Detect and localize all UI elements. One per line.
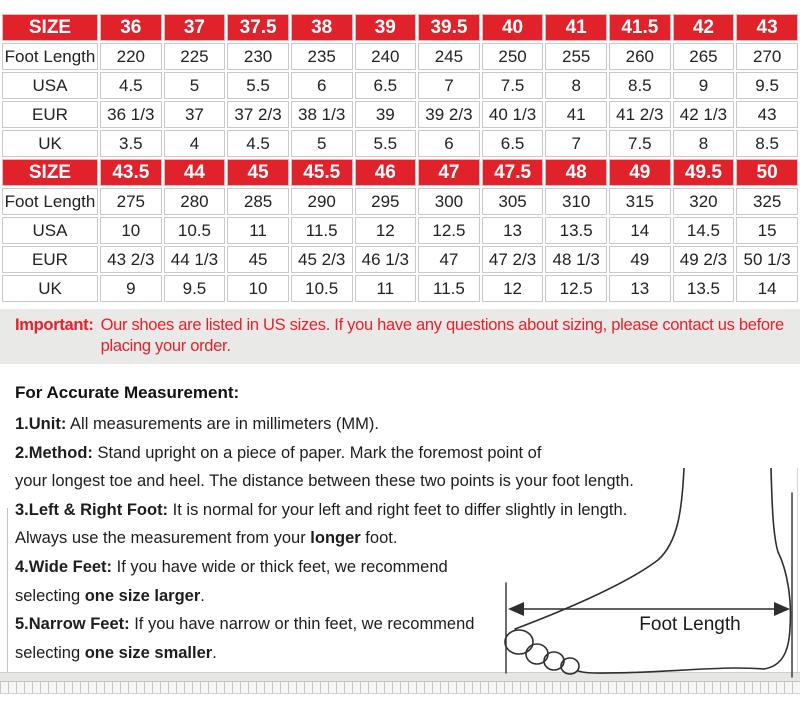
size-value-cell: 5.5: [355, 130, 417, 157]
foot-length-label: Foot Length: [639, 614, 741, 635]
size-value-cell: 5: [291, 130, 353, 157]
size-value-cell: 12: [482, 275, 544, 302]
size-header-label: SIZE: [2, 14, 98, 41]
size-value-cell: 9.5: [736, 72, 798, 99]
size-header-label: SIZE: [2, 159, 98, 186]
size-value-cell: 43 2/3: [100, 246, 162, 273]
size-header-cell: 43: [736, 14, 798, 41]
size-header-cell: 49: [609, 159, 671, 186]
size-value-cell: 47 2/3: [482, 246, 544, 273]
size-value-cell: 14: [736, 275, 798, 302]
size-header-cell: 41.5: [609, 14, 671, 41]
size-header-cell: 44: [164, 159, 226, 186]
size-value-cell: 10: [100, 217, 162, 244]
size-value-cell: 230: [227, 43, 289, 70]
size-value-cell: 6: [418, 130, 480, 157]
size-value-cell: 12: [355, 217, 417, 244]
size-value-cell: 50 1/3: [736, 246, 798, 273]
size-value-cell: 49 2/3: [673, 246, 735, 273]
size-value-cell: 270: [736, 43, 798, 70]
size-value-cell: 9: [673, 72, 735, 99]
size-header-cell: 45: [227, 159, 289, 186]
size-value-cell: 12.5: [418, 217, 480, 244]
row-label: USA: [2, 217, 98, 244]
size-value-cell: 5.5: [227, 72, 289, 99]
size-value-cell: 9: [100, 275, 162, 302]
size-value-cell: 42 1/3: [673, 101, 735, 128]
measurement-line: 1.Unit: All measurements are in millimeters (MM).: [15, 415, 379, 433]
size-value-cell: 315: [609, 188, 671, 215]
size-value-cell: 41: [545, 101, 607, 128]
size-header-cell: 42: [673, 14, 735, 41]
row-label: USA: [2, 72, 98, 99]
size-data-row: [2, 275, 798, 302]
size-value-cell: 250: [482, 43, 544, 70]
size-value-cell: 5: [164, 72, 226, 99]
measurement-line: selecting one size smaller.: [15, 643, 217, 662]
foot-toe-4: [561, 658, 579, 674]
size-value-cell: 245: [418, 43, 480, 70]
size-value-cell: 46 1/3: [355, 246, 417, 273]
size-header-cell: 37: [164, 14, 226, 41]
size-header-cell: 36: [100, 14, 162, 41]
size-value-cell: 13: [482, 217, 544, 244]
size-value-cell: 225: [164, 43, 226, 70]
size-header-cell: 50: [736, 159, 798, 186]
size-data-row: [2, 130, 798, 157]
size-value-cell: 14: [609, 217, 671, 244]
measurement-line: 3.Left & Right Foot: It is normal for your left and right feet to differ slightly in length.: [15, 500, 628, 519]
size-value-cell: 3.5: [100, 130, 162, 157]
size-value-cell: 6.5: [355, 72, 417, 99]
size-value-cell: 11.5: [418, 275, 480, 302]
size-value-cell: 11: [227, 217, 289, 244]
measurement-line: your longest toe and heel. The distance between these two points is your foot length.: [15, 472, 634, 491]
size-value-cell: 8.5: [736, 130, 798, 157]
size-value-cell: 4.5: [100, 72, 162, 99]
size-header-cell: 47: [418, 159, 480, 186]
size-value-cell: 13.5: [673, 275, 735, 302]
size-value-cell: 4: [164, 130, 226, 157]
size-header-row: [2, 159, 798, 186]
size-value-cell: 9.5: [164, 275, 226, 302]
size-data-row: [2, 217, 798, 244]
size-value-cell: 290: [291, 188, 353, 215]
size-data-row: [2, 246, 798, 273]
important-line2: placing your order.: [100, 337, 231, 355]
row-label: UK: [2, 130, 98, 157]
size-header-row: [2, 14, 798, 41]
size-value-cell: 44 1/3: [164, 246, 226, 273]
size-value-cell: 235: [291, 43, 353, 70]
size-value-cell: 37 2/3: [227, 101, 289, 128]
size-header-cell: 43.5: [100, 159, 162, 186]
size-value-cell: 40 1/3: [482, 101, 544, 128]
size-header-cell: 48: [545, 159, 607, 186]
foot-diagram: [468, 468, 800, 682]
size-value-cell: 37: [164, 101, 226, 128]
size-value-cell: 45: [227, 246, 289, 273]
size-value-cell: 8: [673, 130, 735, 157]
size-value-cell: 13.5: [545, 217, 607, 244]
size-data-row: [2, 43, 798, 70]
important-text: [101, 315, 784, 357]
measurement-line: 4.Wide Feet: If you have wide or thick feet, we recommend: [15, 557, 448, 576]
size-value-cell: 38 1/3: [291, 101, 353, 128]
size-value-cell: 8.5: [609, 72, 671, 99]
size-value-cell: 47: [418, 246, 480, 273]
size-header-cell: 37.5: [227, 14, 289, 41]
size-value-cell: 41 2/3: [609, 101, 671, 128]
row-label: EUR: [2, 246, 98, 273]
size-value-cell: 39 2/3: [418, 101, 480, 128]
row-label: Foot Length: [2, 188, 98, 215]
size-value-cell: 7.5: [609, 130, 671, 157]
row-label: Foot Length: [2, 43, 98, 70]
size-header-cell: 45.5: [291, 159, 353, 186]
size-value-cell: 11: [355, 275, 417, 302]
measurement-heading: For Accurate Measurement:: [15, 383, 240, 402]
size-value-cell: 295: [355, 188, 417, 215]
arrowhead-right-icon: [774, 602, 790, 616]
foot-heel-line: [764, 468, 790, 669]
size-header-cell: 49.5: [673, 159, 735, 186]
illustration-left-edge: [7, 508, 8, 673]
important-line1: Our shoes are listed in US sizes. If you have any questions about sizing, please contact us before: [100, 316, 784, 334]
measurement-line: 5.Narrow Feet: If you have narrow or thin feet, we recommend: [15, 615, 475, 634]
measurement-line: selecting one size larger.: [15, 586, 205, 605]
size-value-cell: 11.5: [291, 217, 353, 244]
size-value-cell: 13: [609, 275, 671, 302]
size-value-cell: 320: [673, 188, 735, 215]
size-value-cell: 10: [227, 275, 289, 302]
row-label: UK: [2, 275, 98, 302]
size-data-row: [2, 72, 798, 99]
measurement-line: 2.Method: Stand upright on a piece of paper. Mark the foremost point of: [15, 443, 542, 462]
size-value-cell: 260: [609, 43, 671, 70]
size-value-cell: 285: [227, 188, 289, 215]
size-header-cell: 40: [482, 14, 544, 41]
ruler-ticks: [0, 682, 800, 694]
size-header-cell: 46: [355, 159, 417, 186]
measurement-line: Always use the measurement from your longer foot.: [15, 529, 398, 548]
size-header-cell: 39: [355, 14, 417, 41]
size-value-cell: 39: [355, 101, 417, 128]
size-value-cell: 265: [673, 43, 735, 70]
size-value-cell: 300: [418, 188, 480, 215]
size-value-cell: 49: [609, 246, 671, 273]
size-value-cell: 275: [100, 188, 162, 215]
size-value-cell: 255: [545, 43, 607, 70]
size-value-cell: 8: [545, 72, 607, 99]
size-value-cell: 43: [736, 101, 798, 128]
size-value-cell: 15: [736, 217, 798, 244]
important-label: Important:: [15, 316, 94, 334]
size-value-cell: 7: [418, 72, 480, 99]
size-value-cell: 325: [736, 188, 798, 215]
size-value-cell: 14.5: [673, 217, 735, 244]
size-value-cell: 10.5: [164, 217, 226, 244]
size-header-cell: 38: [291, 14, 353, 41]
size-value-cell: 7.5: [482, 72, 544, 99]
size-header-cell: 41: [545, 14, 607, 41]
row-label: EUR: [2, 101, 98, 128]
size-value-cell: 220: [100, 43, 162, 70]
size-data-row: [2, 101, 798, 128]
size-value-cell: 10.5: [291, 275, 353, 302]
important-note: [0, 309, 800, 364]
size-table: [0, 12, 800, 304]
size-value-cell: 4.5: [227, 130, 289, 157]
size-value-cell: 6.5: [482, 130, 544, 157]
foot-instep-line: [515, 468, 684, 629]
size-value-cell: 36 1/3: [100, 101, 162, 128]
foot-sole-line: [578, 668, 764, 673]
size-value-cell: 12.5: [545, 275, 607, 302]
size-value-cell: 240: [355, 43, 417, 70]
size-value-cell: 310: [545, 188, 607, 215]
size-header-cell: 39.5: [418, 14, 480, 41]
size-data-row: [2, 188, 798, 215]
arrowhead-left-icon: [508, 602, 524, 616]
size-value-cell: 7: [545, 130, 607, 157]
size-chart: [0, 0, 800, 304]
foot-toe-1: [505, 630, 533, 654]
size-value-cell: 305: [482, 188, 544, 215]
size-value-cell: 280: [164, 188, 226, 215]
size-header-cell: 47.5: [482, 159, 544, 186]
size-value-cell: 6: [291, 72, 353, 99]
size-value-cell: 48 1/3: [545, 246, 607, 273]
size-value-cell: 45 2/3: [291, 246, 353, 273]
